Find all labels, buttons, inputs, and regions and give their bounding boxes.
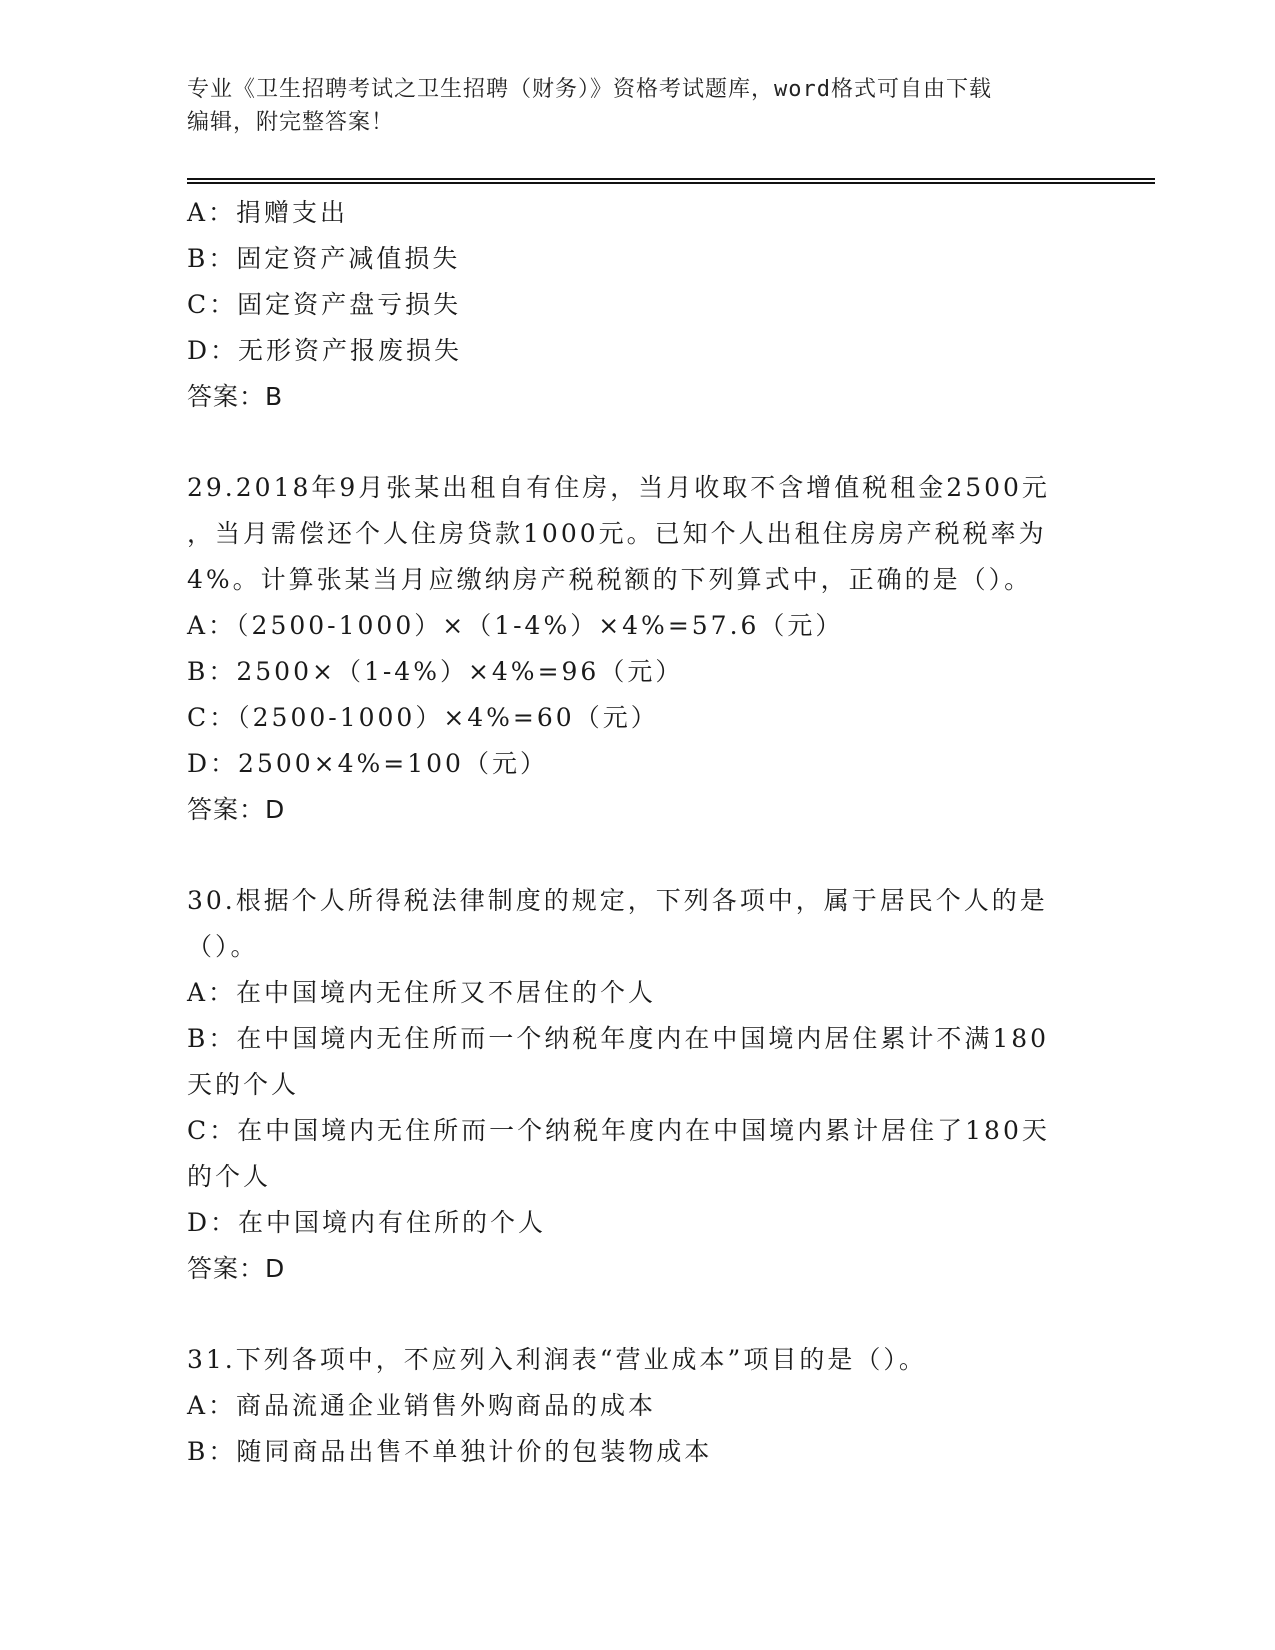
spacer	[187, 833, 1087, 878]
option-a: A：商品流通企业销售外购商品的成本	[187, 1391, 657, 1420]
question-list	[187, 190, 1087, 1475]
option-b: B：固定资产减值损失	[187, 244, 461, 273]
option-d: D：在中国境内有住所的个人	[187, 1208, 547, 1237]
option-c-continued: 的个人	[187, 1162, 272, 1191]
spacer	[187, 1292, 1087, 1337]
question-31	[187, 1337, 1087, 1475]
question-30	[187, 878, 1087, 1292]
header-divider	[187, 182, 1155, 184]
option-c: C：在中国境内无住所而一个纳税年度内在中国境内累计居住了180天	[187, 1116, 1050, 1145]
option-c: C：固定资产盘亏损失	[187, 290, 462, 319]
option-a: A：在中国境内无住所又不居住的个人	[187, 978, 657, 1007]
option-c: C：（2500-1000）×4%=60（元）	[187, 703, 659, 732]
question-28	[187, 190, 1087, 420]
header-divider	[187, 178, 1155, 180]
answer: 答案：B	[187, 382, 284, 411]
question-stem: 29.2018年9月张某出租自有住房，当月收取不含增值税租金2500元	[187, 473, 1050, 502]
question-stem: （）。	[187, 932, 259, 961]
header-line: 编辑，附完整答案！	[187, 110, 395, 135]
option-b: B：在中国境内无住所而一个纳税年度内在中国境内居住累计不满180	[187, 1024, 1050, 1053]
answer: 答案：D	[187, 795, 286, 824]
option-b-continued: 天的个人	[187, 1070, 300, 1099]
question-29	[187, 465, 1087, 833]
spacer	[187, 420, 1087, 465]
option-d: D：2500×4%=100（元）	[187, 749, 548, 778]
question-stem: ，当月需偿还个人住房贷款1000元。已知个人出租住房房产税税率为	[187, 519, 1047, 548]
question-stem: 31.下列各项中，不应列入利润表“营业成本”项目的是（）。	[187, 1345, 927, 1374]
page-header	[187, 73, 1087, 139]
answer: 答案：D	[187, 1254, 286, 1283]
question-stem: 4%。计算张某当月应缴纳房产税税额的下列算式中，正确的是（）。	[187, 565, 1033, 594]
option-b: B：2500×（1-4%）×4%=96（元）	[187, 657, 684, 686]
option-a: A：捐赠支出	[187, 198, 349, 227]
option-b: B：随同商品出售不单独计价的包装物成本	[187, 1437, 713, 1466]
header-line: 专业《卫生招聘考试之卫生招聘（财务）》资格考试题库，word格式可自由下载	[187, 77, 992, 102]
question-stem: 30.根据个人所得税法律制度的规定，下列各项中，属于居民个人的是	[187, 886, 1048, 915]
option-d: D：无形资产报废损失	[187, 336, 463, 365]
option-a: A：（2500-1000）×（1-4%）×4%=57.6（元）	[187, 611, 844, 640]
